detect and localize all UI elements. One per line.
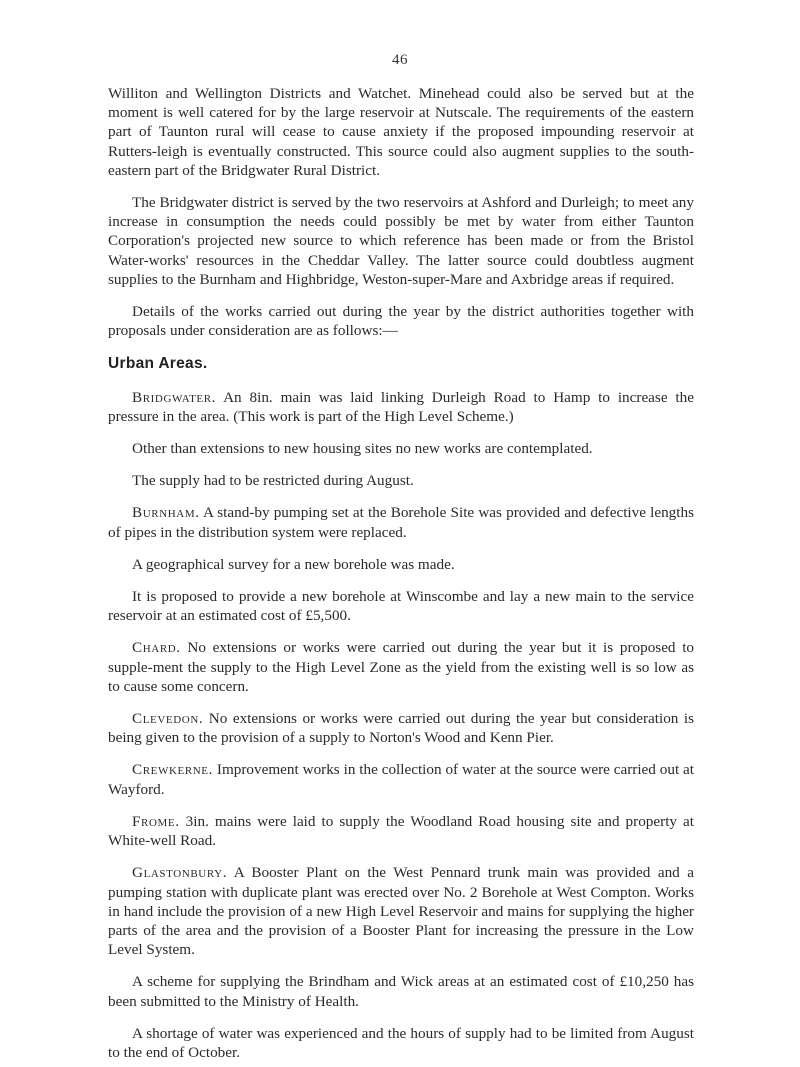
entry-name-glastonbury: Glastonbury. bbox=[132, 864, 228, 882]
section-heading-urban-areas: Urban Areas. bbox=[108, 355, 208, 373]
page-number: 46 bbox=[392, 52, 408, 68]
entry-clevedon bbox=[108, 709, 694, 747]
entry-name-crewkerne: Crewkerne. bbox=[132, 761, 214, 779]
entry-text-clevedon-1: No extensions or works were carried out during the year but consideration is being given to the provision of a supply to Norton's Wood and Kenn Pier. bbox=[108, 710, 695, 747]
entry-text-bridgwater-1: An 8in. main was laid linking Durleigh Road to Hamp to increase the pressure in the area. (This work is part of the High Level Scheme.) bbox=[108, 388, 694, 425]
entry-text-glastonbury-2: A scheme for supplying the Brindham and Wick areas at an estimated cost of £10,250 has been submitted to the Ministry of Health. bbox=[108, 973, 694, 1010]
entry-name-clevedon: Clevedon. bbox=[132, 710, 204, 728]
entry-name-bridgwater: Bridgwater. bbox=[132, 388, 217, 406]
page-body bbox=[108, 84, 694, 1062]
entry-bridgwater bbox=[108, 388, 694, 426]
entry-text-glastonbury-3: A shortage of water was experienced and the hours of supply had to be limited from August to the end of October. bbox=[108, 1024, 694, 1061]
intro-paragraph-details: Details of the works carried out during the year by the district authorities together with proposals under consideration are as follows:— bbox=[108, 303, 694, 340]
entry-text-bridgwater-3: The supply had to be restricted during August. bbox=[132, 472, 414, 490]
entry-text-burnham-2: A geographical survey for a new borehole was made. bbox=[132, 555, 455, 573]
entry-text-burnham-1: A stand-by pumping set at the Borehole Site was provided and defective lengths of pipes in the distribution system were replaced. bbox=[108, 504, 694, 541]
entry-name-chard: Chard. bbox=[132, 639, 181, 657]
entry-text-chard-1: No extensions or works were carried out during the year but it is proposed to supple-ment the supply to the High Level Zone as the yield from the existing well is so low as to cause some concern. bbox=[108, 639, 695, 695]
entry-text-crewkerne-1: Improvement works in the collection of water at the source were carried out at Wayford. bbox=[108, 761, 695, 798]
entry-name-frome: Frome. bbox=[132, 812, 180, 830]
entry-text-frome-1: 3in. mains were laid to supply the Woodland Road housing site and property at White-well Road. bbox=[108, 812, 694, 850]
entry-crewkerne bbox=[108, 760, 694, 798]
entry-text-bridgwater-2: Other than extensions to new housing sites no new works are contemplated. bbox=[132, 440, 593, 458]
intro-paragraph-bridgwater-district: The Bridgwater district is served by the two reservoirs at Ashford and Durleigh; to meet any increase in consumption the needs could possibly be met by water from either Taunton Corporation's projected new source to which reference has been made or from the Bristol Water-works' resources in the Cheddar Valley. The latter source could doubtless augment supplies to the Burnham and Highbridge, Weston-super-Mare and Axbridge areas if required. bbox=[108, 194, 694, 288]
entry-glastonbury bbox=[108, 863, 694, 959]
entry-chard bbox=[108, 638, 694, 696]
entry-text-glastonbury-1: A Booster Plant on the West Pennard trunk main was provided and a pumping station with duplicate plant was erected over No. 2 Borehole at West Compton. Works in hand include the provision of a new High Level Reservoir and mains for supplying the higher parts of the area and the provision of a Booster Plant for increasing the pressure in the Low Level System. bbox=[108, 864, 694, 959]
entry-name-burnham: Burnham. bbox=[132, 504, 200, 522]
intro-paragraph-continued: Williton and Wellington Districts and Watchet. Minehead could also be served but at the moment is well catered for by the large reservoir at Nutscale. The requirements of the eastern part of Taunton rural will cease to cause anxiety if the proposed impounding reservoir at Rutters-leigh is eventually constructed. This source could also augment supplies to the south-eastern part of the Bridgwater Rural District. bbox=[108, 85, 694, 179]
entry-burnham bbox=[108, 503, 694, 541]
entry-text-burnham-3: It is proposed to provide a new borehole at Winscombe and lay a new main to the service reservoir at an estimated cost of £5,500. bbox=[108, 588, 694, 625]
entry-frome bbox=[108, 812, 694, 850]
